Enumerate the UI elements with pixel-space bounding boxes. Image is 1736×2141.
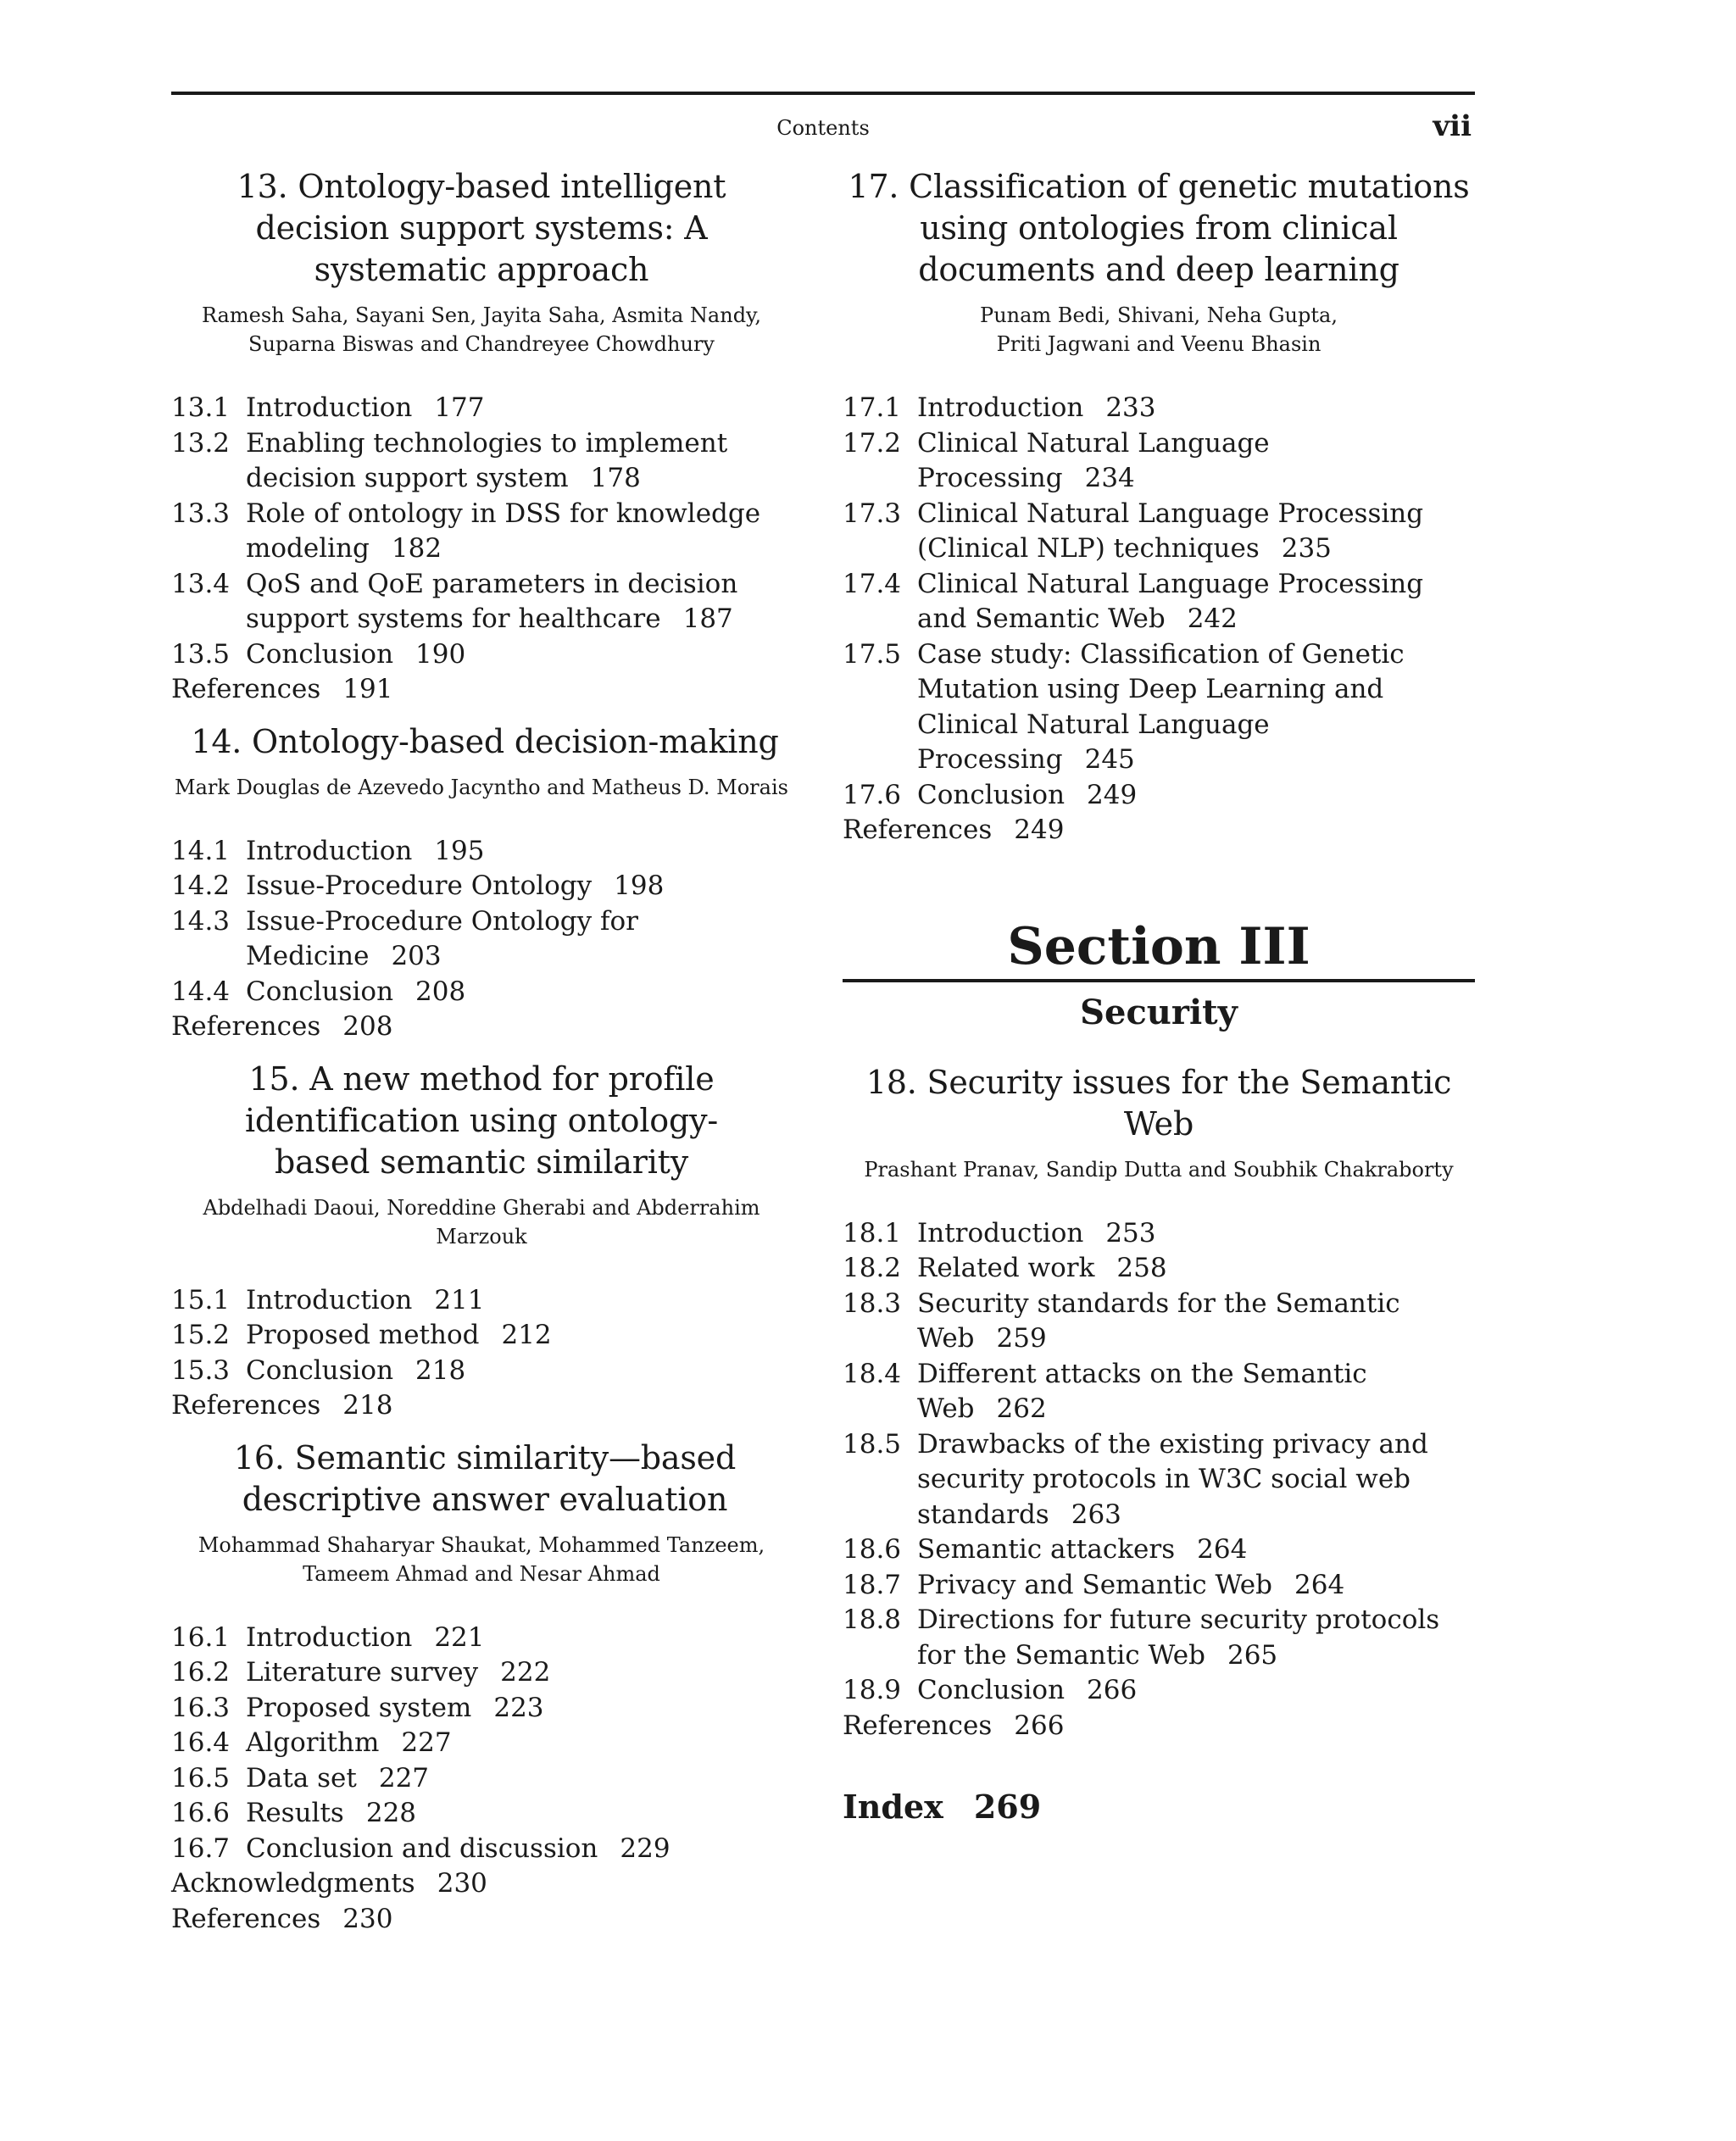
entry-number: 18.7 [843, 1569, 902, 1600]
entry-title: Conclusion [246, 638, 394, 670]
ref-title: References [171, 674, 321, 704]
references-entry[interactable] [843, 813, 1475, 848]
toc-entry[interactable] [171, 426, 792, 497]
ref-title: References [843, 1710, 993, 1741]
entry-number: 14.3 [171, 905, 231, 937]
references-entry[interactable] [171, 672, 792, 708]
toc-entry[interactable] [171, 869, 792, 904]
toc-entry[interactable] [843, 1532, 1475, 1568]
section-title: Section III [1007, 916, 1310, 976]
toc-entry[interactable] [171, 1655, 792, 1691]
index-page: 269 [973, 1788, 1042, 1826]
entry-number: 17.5 [843, 638, 902, 670]
section-heading [843, 916, 1475, 1038]
entry-title: Clinical Natural Language Processing and Semantic Web [917, 568, 1424, 634]
entry-page: 266 [1087, 1675, 1138, 1705]
entry-title: Directions for future security protocols for the Semantic Web [917, 1604, 1440, 1671]
page-number: vii [1433, 109, 1472, 143]
entry-number: 15.2 [171, 1320, 231, 1350]
entry-number: 13.3 [171, 498, 231, 529]
toc-entry[interactable] [843, 391, 1475, 426]
author-line: Abdelhadi Daoui, Noreddine Gherabi and Abderrahim Marzouk [203, 1195, 760, 1248]
toc-entry[interactable] [171, 975, 792, 1010]
entry-title: Issue-Procedure Ontology [246, 870, 593, 901]
entry-page: 258 [1116, 1253, 1167, 1283]
toc-entry[interactable] [171, 834, 792, 870]
toc-entry[interactable] [171, 1726, 792, 1761]
toc-entry[interactable] [843, 637, 1475, 778]
chapter-title: 13. Ontology-based intelligent decision support systems: A systematic approach [236, 168, 726, 288]
toc-entries [171, 834, 792, 1045]
toc-entry[interactable] [843, 1357, 1475, 1427]
entry-number: 16.7 [171, 1832, 231, 1864]
toc-entry[interactable] [843, 497, 1475, 567]
chapter-title: 18. Security issues for the Semantic Web [865, 1063, 1452, 1143]
chapter-15 [171, 1059, 792, 1424]
entry-title: Clinical Natural Language Processing [917, 427, 1270, 493]
chapter-16 [171, 1438, 792, 1938]
entry-number: 16.1 [171, 1621, 231, 1653]
entry-number: 18.2 [843, 1253, 902, 1283]
entry-page: 218 [415, 1354, 466, 1386]
toc-entries [843, 1216, 1475, 1744]
entry-number: 16.5 [171, 1762, 231, 1793]
entry-page: 203 [391, 941, 442, 971]
entry-page: 242 [1187, 603, 1238, 634]
author-line: Suparna Biswas and Chandreyee Chowdhury [248, 332, 715, 356]
entry-title: Algorithm [246, 1727, 380, 1758]
entry-number: 15.1 [171, 1284, 231, 1315]
ref-title: References [171, 1011, 321, 1042]
chapter-14 [171, 721, 792, 1045]
entry-number: 16.2 [171, 1657, 231, 1688]
entry-title: Related work [917, 1253, 1095, 1283]
entry-page: 222 [500, 1657, 551, 1688]
entry-page: 259 [996, 1323, 1047, 1354]
toc-entry[interactable] [843, 778, 1475, 814]
entry-page: 253 [1105, 1217, 1156, 1248]
entry-number: 18.5 [843, 1428, 902, 1460]
entry-title: QoS and QoE parameters in decision support systems for healthcare [246, 568, 738, 634]
entry-title: Enabling technologies to implement decision support system [246, 427, 728, 493]
entry-number: 13.1 [171, 392, 231, 423]
chapter-authors [171, 1193, 792, 1251]
author-line: Mohammad Shaharyar Shaukat, Mohammed Tanzeem, [198, 1532, 765, 1557]
entry-number: 13.2 [171, 427, 231, 459]
entry-page: 223 [493, 1692, 544, 1723]
chapter-17 [843, 166, 1475, 848]
toc-entries [171, 391, 792, 708]
running-head-title: Contents [776, 116, 870, 140]
entry-title: Issue-Procedure Ontology for Medicine [246, 905, 638, 971]
ref-title: References [843, 815, 993, 845]
entry-number: 17.4 [843, 568, 902, 599]
ref-title: References [171, 1903, 321, 1934]
entry-title: Introduction [246, 1621, 413, 1653]
entry-number: 17.2 [843, 427, 902, 459]
ref-page: 191 [342, 674, 393, 704]
toc-entry[interactable] [171, 1283, 792, 1319]
top-rule [171, 92, 1475, 95]
entry-number: 14.1 [171, 835, 231, 866]
chapter-authors [171, 773, 792, 802]
toc-entry[interactable] [843, 1673, 1475, 1709]
ref-page: 266 [1014, 1710, 1065, 1741]
entry-page: 212 [501, 1320, 552, 1350]
entry-page: 229 [620, 1832, 670, 1864]
entry-page: 177 [434, 392, 485, 423]
toc-entry[interactable] [171, 567, 792, 637]
entry-number: 15.3 [171, 1354, 231, 1386]
toc-entry[interactable] [171, 1318, 792, 1354]
entry-number: 16.3 [171, 1692, 231, 1723]
section-rule [843, 979, 1475, 982]
entry-number: 17.1 [843, 392, 902, 423]
entry-title: Introduction [246, 835, 413, 866]
left-column [171, 166, 792, 1950]
ref-title: Acknowledgments [171, 1868, 415, 1899]
chapter-13 [171, 166, 792, 708]
ref-title: References [171, 1390, 321, 1421]
entry-page: 227 [378, 1762, 430, 1793]
entry-title: Introduction [246, 392, 413, 423]
toc-entry[interactable] [843, 1603, 1475, 1673]
toc-entry[interactable] [843, 426, 1475, 497]
entry-number: 13.5 [171, 638, 231, 670]
chapter-title: 16. Semantic similarity—based descriptive answer evaluation [233, 1438, 737, 1518]
entry-page: 264 [1197, 1534, 1248, 1565]
toc-entry[interactable] [843, 1427, 1475, 1533]
toc-entry[interactable] [171, 904, 792, 975]
toc-entry[interactable] [171, 637, 792, 673]
entry-page: 245 [1084, 744, 1135, 775]
entry-title: Literature survey [246, 1657, 479, 1688]
index-label: Index [843, 1788, 943, 1826]
acknowledgments-entry[interactable] [171, 1866, 792, 1902]
entry-title: Case study: Classification of Genetic Mutation using Deep Learning and Clinical Natural Language Processing [917, 638, 1405, 775]
toc-entry[interactable] [171, 1354, 792, 1389]
entry-page: 234 [1084, 463, 1135, 493]
entry-title: Proposed method [246, 1320, 480, 1350]
ref-page: 249 [1014, 815, 1065, 845]
chapter-18 [843, 1062, 1475, 1744]
entry-page: 178 [590, 463, 641, 493]
chapter-authors [171, 301, 792, 359]
entry-title: Conclusion and discussion [246, 1832, 598, 1864]
right-column [843, 166, 1475, 1826]
references-entry[interactable] [171, 1388, 792, 1424]
toc-entry[interactable] [171, 1691, 792, 1727]
entry-number: 18.9 [843, 1675, 902, 1705]
running-head [171, 109, 1475, 147]
author-line: Ramesh Saha, Sayani Sen, Jayita Saha, Asmita Nandy, [201, 303, 762, 327]
chapter-authors [843, 1155, 1475, 1184]
entry-page: 187 [682, 603, 733, 634]
toc-entry[interactable] [171, 497, 792, 567]
entry-title: Security standards for the Semantic Web [917, 1287, 1400, 1354]
author-line: Punam Bedi, Shivani, Neha Gupta, [980, 303, 1338, 327]
entry-page: 264 [1294, 1569, 1345, 1600]
entry-title: Proposed system [246, 1692, 472, 1723]
toc-entry[interactable] [843, 1216, 1475, 1252]
entry-title: Data set [246, 1762, 357, 1793]
entry-page: 227 [401, 1727, 452, 1758]
entry-page: 263 [1071, 1499, 1121, 1530]
entry-title: Introduction [246, 1284, 413, 1315]
references-entry[interactable] [843, 1709, 1475, 1744]
entry-page: 195 [434, 835, 485, 866]
entry-number: 14.4 [171, 976, 231, 1007]
entry-page: 228 [365, 1798, 417, 1828]
author-line: Priti Jagwani and Veenu Bhasin [996, 332, 1321, 356]
entry-number: 16.6 [171, 1798, 231, 1828]
entry-page: 208 [415, 976, 466, 1007]
entry-number: 17.6 [843, 779, 902, 810]
entry-number: 18.1 [843, 1217, 902, 1248]
entry-page: 262 [996, 1393, 1047, 1424]
entry-title: Semantic attackers [917, 1534, 1176, 1565]
entry-title: Role of ontology in DSS for knowledge modeling [246, 498, 761, 564]
author-line: Prashant Pranav, Sandip Dutta and Soubhik Chakraborty [864, 1157, 1454, 1182]
toc-entry[interactable] [171, 1621, 792, 1656]
index-entry[interactable] [843, 1788, 1475, 1826]
toc-entries [171, 1621, 792, 1938]
chapter-title: 14. Ontology-based decision-making [191, 722, 779, 760]
ref-page: 218 [342, 1390, 393, 1421]
entry-title: Drawbacks of the existing privacy and security protocols in W3C social web standards [917, 1428, 1428, 1530]
entry-number: 17.3 [843, 498, 902, 529]
entry-title: Privacy and Semantic Web [917, 1569, 1272, 1600]
ref-page: 230 [342, 1903, 393, 1934]
toc-entry[interactable] [843, 567, 1475, 637]
chapter-authors [171, 1531, 792, 1588]
entry-page: 233 [1105, 392, 1156, 423]
toc-entry[interactable] [171, 1796, 792, 1832]
references-entry[interactable] [171, 1902, 792, 1938]
ref-page: 208 [342, 1011, 393, 1042]
chapter-title: 15. A new method for profile identification using ontology-based semantic similarity [244, 1059, 719, 1181]
toc-entry[interactable] [843, 1568, 1475, 1604]
section-subtitle: Security [1080, 992, 1238, 1032]
author-line: Mark Douglas de Azevedo Jacyntho and Matheus D. Morais [175, 775, 788, 799]
entry-page: 211 [434, 1284, 485, 1315]
toc-entry[interactable] [171, 391, 792, 426]
entry-number: 13.4 [171, 568, 231, 599]
toc-entry[interactable] [171, 1832, 792, 1867]
entry-page: 182 [391, 533, 442, 564]
entry-title: Introduction [917, 1217, 1084, 1248]
entry-title: Conclusion [917, 1675, 1066, 1705]
entry-page: 190 [415, 638, 466, 670]
entry-title: Conclusion [246, 1354, 394, 1386]
ref-page: 230 [437, 1868, 487, 1899]
chapter-title: 17. Classification of genetic mutations using ontologies from clinical documents and deep learning [848, 168, 1470, 288]
chapter-authors [843, 301, 1475, 359]
entry-number: 18.8 [843, 1604, 902, 1635]
entry-number: 14.2 [171, 870, 231, 901]
toc-entry[interactable] [843, 1287, 1475, 1357]
entry-page: 221 [434, 1621, 485, 1653]
entry-number: 16.4 [171, 1727, 231, 1758]
author-line: Tameem Ahmad and Nesar Ahmad [303, 1561, 660, 1586]
toc-entry[interactable] [843, 1251, 1475, 1287]
entry-page: 249 [1087, 779, 1138, 810]
entry-page: 235 [1281, 533, 1332, 564]
entry-page: 198 [614, 870, 665, 901]
entry-number: 18.6 [843, 1534, 902, 1565]
entry-title: Results [246, 1798, 344, 1828]
entry-number: 18.3 [843, 1287, 902, 1319]
entry-title: Introduction [917, 392, 1084, 423]
entry-title: Conclusion [246, 976, 394, 1007]
entry-title: Clinical Natural Language Processing (Clinical NLP) techniques [917, 498, 1424, 564]
toc-entries [171, 1283, 792, 1424]
references-entry[interactable] [171, 1009, 792, 1045]
entry-number: 18.4 [843, 1358, 902, 1389]
entry-page: 265 [1227, 1639, 1278, 1671]
entry-title: Different attacks on the Semantic Web [917, 1358, 1367, 1424]
entry-title: Conclusion [917, 779, 1066, 810]
toc-entries [843, 391, 1475, 848]
toc-entry[interactable] [171, 1761, 792, 1797]
